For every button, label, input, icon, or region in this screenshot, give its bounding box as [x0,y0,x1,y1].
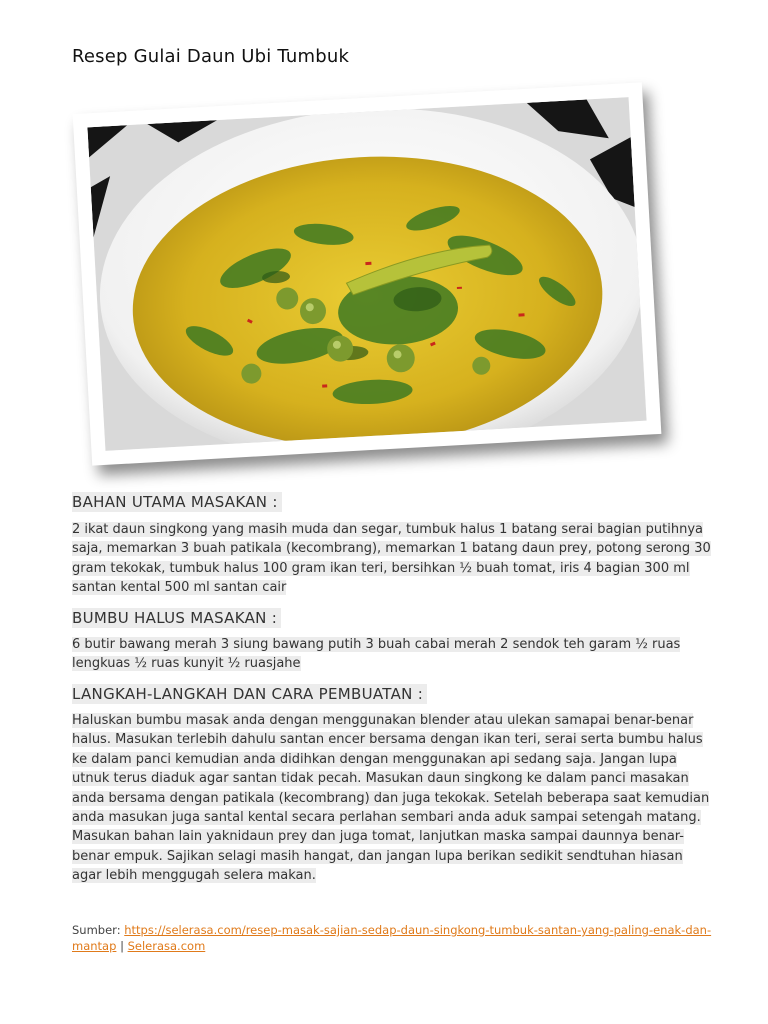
page-title: Resep Gulai Daun Ubi Tumbuk [72,46,350,67]
source-site-link[interactable]: Selerasa.com [127,939,206,953]
gulai-bowl-illustration [87,97,646,451]
section-text-bumbu-halus [72,635,712,674]
section-heading-langkah: LANGKAH-LANGKAH DAN CARA PEMBUATAN : [72,684,427,704]
langkah-text: Haluskan bumbu masak anda dengan menggunakan blender atau ulekan samapai benar-benar halus. Masukan terlebih dahulu santan encer bersama dengan ikan teri, serai serta bumbu halus ke dalam panci kemudian anda didihkan dengan menggunakan api sedang saja. Jangan lupa utnuk terus diaduk agar santan tidak pecah. Masukan daun singkong ke dalam panci masakan anda bersama dengan patikala (kecombrang) dan juga tekokak. Setelah beberapa saat kemudian anda masukan juga santal kental secara perlahan sembari anda aduk sampai setengah matang. Masukan bahan lain yaknidaun prey dan juga tomat, lanjutkan maska sampai daunnya benar-benar empuk. Sajikan selagi masih hangat, dan jangan lupa berikan sedikit sendtuhan hiasan agar lebih menggugah selera makan. [72,713,710,884]
section-text-bahan-utama [72,520,712,598]
bahan-utama-text: 2 ikat daun singkong yang masih muda dan segar, tumbuk halus 1 batang serai bagian putihnya saja, memarkan 3 buah patikala (kecombrang), memarkan 1 batang daun prey, potong serong 30 gram tekokak, tumbuk halus 100 gram ikan teri, bersihkan ½ buah tomat, iris 4 bagian 300 ml santan kental 500 ml santan cair [72,522,711,596]
source-citation [72,922,712,954]
recipe-photo-frame [73,82,662,465]
source-label: Sumber: [72,923,121,937]
section-text-langkah [72,711,712,886]
source-separator: | [120,939,124,953]
recipe-photo [87,97,646,451]
source-link[interactable]: https://selerasa.com/resep-masak-sajian-sedap-daun-singkong-tumbuk-santan-yang-paling-enak-dan-mantap [72,923,712,953]
bumbu-halus-text: 6 butir bawang merah 3 siung bawang putih 3 buah cabai merah 2 sendok teh garam ½ ruas lengkuas ½ ruas kunyit ½ ruasjahe [72,637,681,672]
section-heading-bahan-utama: BAHAN UTAMA MASAKAN : [72,492,282,512]
section-heading-bumbu-halus: BUMBU HALUS MASAKAN : [72,608,281,628]
